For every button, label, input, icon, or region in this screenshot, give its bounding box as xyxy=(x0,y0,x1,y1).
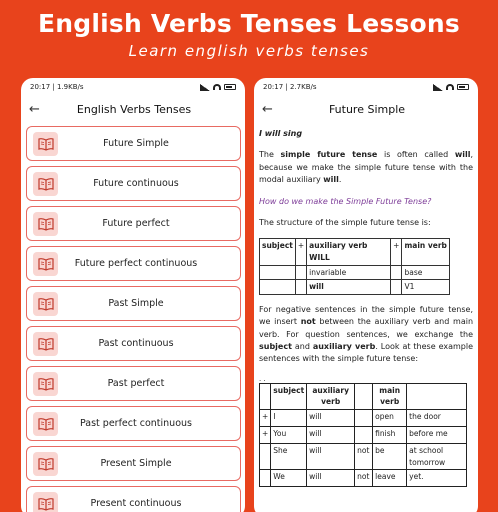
signal-icon xyxy=(200,84,210,91)
lesson-item[interactable] xyxy=(26,206,241,241)
lesson-item-label: Future Simple xyxy=(103,138,169,149)
book-icon xyxy=(33,452,58,476)
status-bar: 20:17 | 1.9KB/s xyxy=(21,78,245,96)
negative-paragraph: For negative sentences in the simple future tense, we insert not between the auxiliary verb and main verb. For question sentences, we exchange the subject and auxiliary verb. Look at these example sentences with the simple future tense: xyxy=(259,304,474,364)
wifi-icon xyxy=(213,84,221,90)
book-icon xyxy=(33,252,58,276)
book-icon xyxy=(33,292,58,316)
back-arrow-icon[interactable]: ← xyxy=(29,101,40,117)
table-row: She will not be at school tomorrow xyxy=(260,444,467,470)
book-icon xyxy=(33,172,58,196)
structure-table xyxy=(259,238,450,295)
lesson-item-label: Past continuous xyxy=(98,338,174,349)
status-bar: 20:17 | 2.7KB/s xyxy=(254,78,478,96)
phone-screen-lesson-detail xyxy=(254,78,478,512)
intro-paragraph: The simple future tense is often called will, because we make the simple future tense with the modal auxiliary will. xyxy=(259,150,473,185)
status-speed: 1.9KB/s xyxy=(57,83,84,91)
book-icon xyxy=(33,332,58,356)
phone-screen-lessons-list xyxy=(21,78,245,512)
banner-subtitle: Learn english verbs tenses xyxy=(128,42,370,60)
battery-icon xyxy=(224,84,236,90)
lesson-item[interactable] xyxy=(26,446,241,481)
back-arrow-icon[interactable]: ← xyxy=(262,101,273,117)
table-row: We will not leave yet. xyxy=(260,470,467,487)
table-row: will V1 xyxy=(260,280,450,295)
table-row: subject + auxiliary verb WILL + main verb xyxy=(260,239,450,265)
page-title: Future Simple xyxy=(328,102,406,116)
book-icon xyxy=(33,412,58,436)
lesson-item-label: Present Simple xyxy=(100,458,172,469)
lesson-item[interactable] xyxy=(26,406,241,441)
book-icon xyxy=(33,492,58,512)
dots: . . xyxy=(259,374,266,383)
examples-table xyxy=(259,383,467,488)
lesson-item[interactable] xyxy=(26,486,241,512)
lesson-item-label: Future perfect continuous xyxy=(74,258,198,269)
book-icon xyxy=(33,372,58,396)
lesson-item-label: Past perfect xyxy=(107,378,165,389)
example-sentence: I will sing xyxy=(259,129,303,138)
structure-text: The structure of the simple future tense is: xyxy=(259,217,431,227)
lesson-item-label: Future perfect xyxy=(102,218,170,229)
lesson-item[interactable] xyxy=(26,166,241,201)
app-bar xyxy=(21,96,245,122)
lesson-item-label: Past perfect continuous xyxy=(79,418,192,429)
lesson-item-label: Future continuous xyxy=(93,178,179,189)
table-row: subject auxiliary verb main verb xyxy=(260,383,467,409)
lesson-list xyxy=(21,122,245,512)
lesson-content xyxy=(254,122,478,487)
lesson-item-label: Past Simple xyxy=(108,298,164,309)
status-speed: 2.7KB/s xyxy=(290,83,317,91)
lesson-item[interactable] xyxy=(26,246,241,281)
table-row: + I will open the door xyxy=(260,410,467,427)
lesson-item-label: Present continuous xyxy=(90,498,182,509)
table-row: invariable base xyxy=(260,265,450,280)
status-time: 20:17 xyxy=(263,83,284,91)
banner-title: English Verbs Tenses Lessons xyxy=(37,9,461,38)
app-bar xyxy=(254,96,478,122)
lesson-item[interactable] xyxy=(26,366,241,401)
signal-icon xyxy=(433,84,443,91)
lesson-item[interactable] xyxy=(26,286,241,321)
page-title: English Verbs Tenses xyxy=(76,102,192,116)
status-time: 20:17 xyxy=(30,83,51,91)
book-icon xyxy=(33,132,58,156)
battery-icon xyxy=(457,84,469,90)
wifi-icon xyxy=(446,84,454,90)
lesson-item[interactable] xyxy=(26,126,241,161)
book-icon xyxy=(33,212,58,236)
question-heading: How do we make the Simple Future Tense? xyxy=(259,196,432,206)
table-row: + You will finish before me xyxy=(260,427,467,444)
lesson-item[interactable] xyxy=(26,326,241,361)
